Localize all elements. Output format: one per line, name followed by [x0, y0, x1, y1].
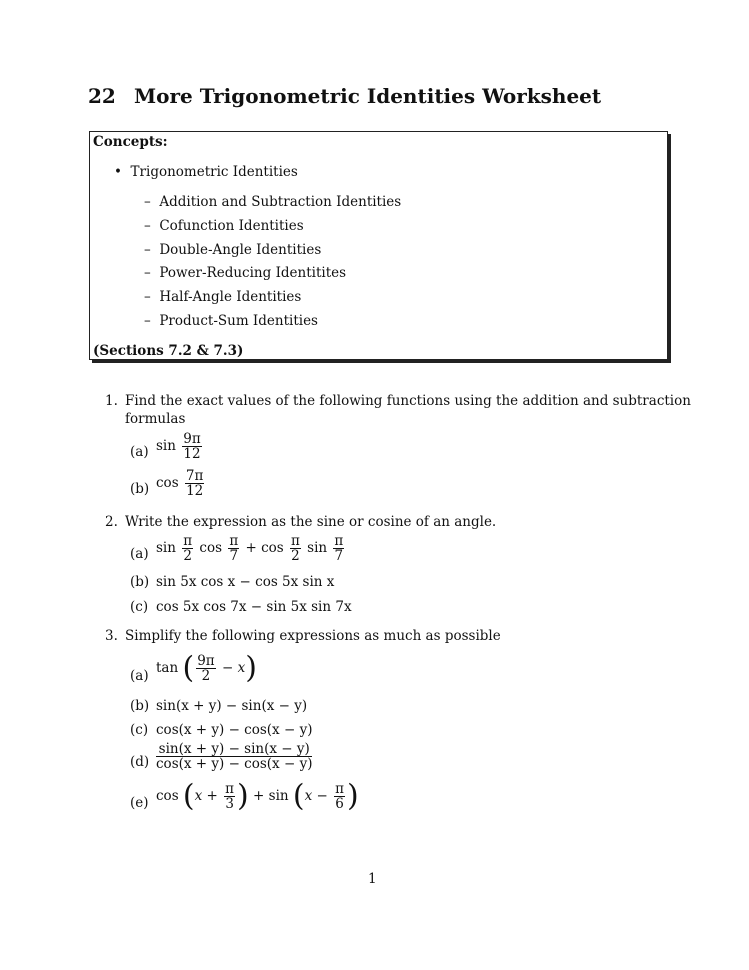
concept-subitem-text: Product-Sum Identities	[159, 313, 318, 329]
concept-subitem-text: Half-Angle Identities	[159, 289, 302, 305]
part-label: (b)	[130, 481, 150, 497]
question-text: Find the exact values of the following functions using the addition and subtraction	[125, 393, 691, 409]
section-number: 22	[88, 84, 116, 108]
question-number: 2.	[105, 514, 118, 530]
part-label: (e)	[130, 795, 149, 811]
page-title	[88, 84, 601, 108]
func-name: sin	[156, 438, 176, 454]
question-text: Write the expression as the sine or cosine of an angle.	[125, 514, 497, 530]
part-label: (d)	[130, 754, 150, 770]
expression: sin(x + y) − sin(x − y)	[156, 698, 308, 714]
fraction	[185, 469, 204, 498]
expression: cos (x + $\frac{\pi}{3}$ ) + sin (x − $\frac{\pi}{6}$ )	[156, 778, 359, 814]
concept-subitem: – Power-Reducing Identitites	[144, 265, 347, 281]
sections-reference: (Sections 7.2 & 7.3)	[93, 343, 244, 359]
denominator: cos(x + y) − cos(x − y)	[156, 756, 313, 772]
concept-subitem: – Double-Angle Identities	[144, 242, 322, 258]
expression	[154, 742, 314, 771]
part-label: (b)	[130, 698, 150, 714]
concept-bullet: • Trigonometric Identities	[114, 164, 298, 180]
fraction: $\frac{\pi}{6}$	[335, 781, 345, 812]
numerator: 7π	[185, 468, 204, 484]
fraction: $\frac{\pi}{2}$	[291, 533, 300, 564]
concept-bullet-text: Trigonometric Identities	[130, 164, 298, 180]
question-text: formulas	[125, 411, 186, 427]
concepts-heading: Concepts:	[93, 134, 168, 150]
fraction	[156, 742, 312, 771]
question-number: 3.	[105, 628, 118, 644]
part-label: (a)	[130, 546, 149, 562]
expression	[156, 432, 204, 461]
part-label: (a)	[130, 668, 149, 684]
concept-subitem: – Cofunction Identities	[144, 218, 304, 234]
part-label: (a)	[130, 444, 149, 460]
fraction: $\frac{\pi}{3}$	[225, 781, 235, 812]
part-label: (c)	[130, 722, 149, 738]
denominator: 12	[183, 446, 201, 462]
denominator: 12	[186, 483, 204, 499]
concept-subitem: – Half-Angle Identities	[144, 289, 302, 305]
question-text: Simplify the following expressions as much as possible	[125, 628, 501, 644]
title-text: More Trigonometric Identities Worksheet	[134, 84, 602, 108]
fraction: $\frac{\pi}{7}$	[229, 533, 239, 564]
numerator: 9π	[183, 431, 201, 447]
fraction: $\frac{\pi}{2}$	[183, 533, 193, 564]
fraction: $\frac{9\pi}{2}$	[197, 653, 215, 684]
concept-subitem: – Product-Sum Identities	[144, 313, 318, 329]
fraction	[182, 432, 201, 461]
page-number: 1	[368, 871, 377, 887]
func-name: cos	[156, 475, 179, 491]
expression: cos 5x cos 7x − sin 5x sin 7x	[156, 599, 352, 615]
expression	[156, 469, 206, 498]
concept-subitem-text: Power-Reducing Identitites	[159, 265, 347, 281]
part-label: (c)	[130, 599, 149, 615]
concept-subitem-text: Double-Angle Identities	[159, 242, 322, 258]
expression: sin 5x cos x − cos 5x sin x	[156, 574, 335, 590]
concept-subitem: – Addition and Subtraction Identities	[144, 194, 402, 210]
concept-subitem-text: Addition and Subtraction Identities	[159, 194, 402, 210]
question-number: 1.	[105, 393, 118, 409]
fraction: $\frac{\pi}{7}$	[334, 533, 344, 564]
part-label: (b)	[130, 574, 150, 590]
expression: tan ( $\frac{9\pi}{2}$ − x)	[156, 650, 257, 686]
concept-subitem-text: Cofunction Identities	[159, 218, 304, 234]
expression: cos(x + y) − cos(x − y)	[156, 722, 313, 738]
numerator: sin(x + y) − sin(x − y)	[156, 742, 312, 757]
expression: sin $\frac{\pi}{2}$ cos $\frac{\pi}{7}$ + cos $\frac{\pi}{2}$ sin $\frac{\pi}{7}$	[156, 533, 344, 564]
